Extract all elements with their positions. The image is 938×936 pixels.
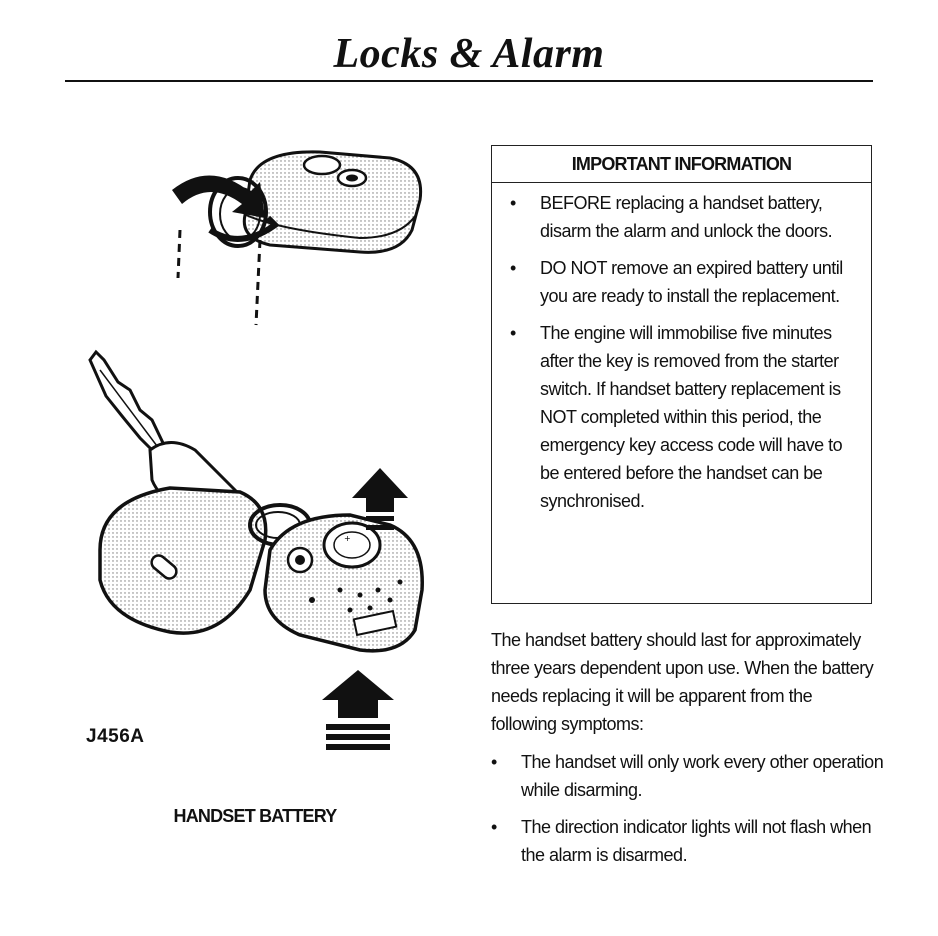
- handset-battery-illustration: [60, 120, 460, 770]
- arrow-up-large-icon: [322, 670, 394, 750]
- bullet: •: [510, 193, 516, 213]
- body-paragraph: The handset battery should last for approximately three years dependent upon use. When the battery needs replacing it will be apparent from the following symptoms:: [491, 630, 874, 734]
- figure-caption: HANDSET BATTERY: [173, 806, 337, 826]
- key-head-icon: [100, 443, 266, 634]
- handset-closed-icon: [244, 152, 420, 252]
- svg-text:+: +: [344, 534, 351, 543]
- list-item-text: The direction indicator lights will not flash when the alarm is disarmed.: [521, 817, 872, 865]
- list-item-text: DO NOT remove an expired battery until you are ready to install the replacement.: [540, 258, 843, 306]
- important-information-title: IMPORTANT INFORMATION: [492, 146, 871, 183]
- list-item-text: The engine will immobilise five minutes after the key is removed from the starter switch. If handset battery replacement is NOT completed within this period, the emergency key access code will have to be entered before the handset can be synchronised.: [540, 323, 843, 511]
- list-item: [492, 189, 857, 245]
- header-rule: [65, 80, 873, 82]
- list-item: [491, 748, 891, 804]
- figure-code: J456A: [86, 726, 145, 747]
- important-information-box: [491, 145, 872, 604]
- bullet: •: [510, 258, 516, 278]
- list-item: [492, 254, 857, 310]
- symptoms-list: [491, 748, 891, 878]
- page-header-title: Locks & Alarm: [333, 31, 605, 77]
- bullet: •: [491, 817, 497, 837]
- list-item: [492, 319, 857, 515]
- bullet: •: [510, 323, 516, 343]
- important-information-list: [492, 183, 871, 515]
- bullet: •: [491, 752, 497, 772]
- list-item: [491, 813, 891, 869]
- list-item-text: The handset will only work every other operation while disarming.: [521, 752, 884, 800]
- list-item-text: BEFORE replacing a handset battery, disarm the alarm and unlock the doors.: [540, 193, 833, 241]
